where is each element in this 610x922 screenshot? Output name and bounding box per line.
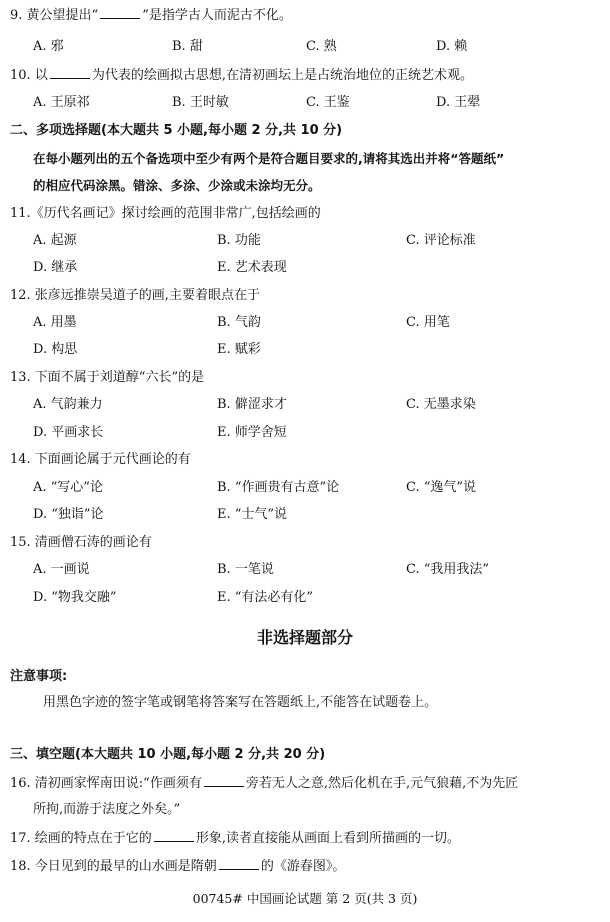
- q17-blank: [154, 829, 194, 842]
- q9-text-pre: 9. 黄公望提出“: [10, 8, 99, 23]
- question-15-stem: 15. 清画僧石涛的画论有: [10, 535, 152, 550]
- q14-option-b: B. “作画贵有古意”论: [217, 480, 340, 495]
- q10-option-a: A. 王原祁: [33, 95, 90, 110]
- q17-text-post: 形象,读者直接能从画面上看到所描画的一切。: [195, 831, 460, 846]
- q9-text-post: ”是指学古人而泥古不化。: [142, 8, 292, 23]
- q13-option-a: A. 气韵兼力: [33, 397, 103, 412]
- q14-option-d: D. “独诣”论: [33, 507, 104, 522]
- q15-option-c: C. “我用我法”: [406, 562, 490, 577]
- q12-option-b: B. 气韵: [217, 315, 261, 330]
- part-title: 非选择题部分: [256, 628, 353, 647]
- q10-option-b: B. 王时敏: [172, 95, 229, 110]
- q16-blank: [204, 774, 244, 787]
- q10-blank: [50, 66, 90, 79]
- question-12-stem: 12. 张彦远推崇吴道子的画,主要着眼点在于: [10, 288, 260, 303]
- q10-text-pre: 10. 以: [10, 68, 48, 83]
- notice-heading: 注意事项:: [10, 669, 68, 684]
- q15-option-b: B. 一笔说: [217, 562, 274, 577]
- q14-option-c: C. “逸气”说: [406, 480, 477, 495]
- q15-option-e: E. “有法必有化”: [217, 590, 314, 605]
- q12-option-c: C. 用笔: [406, 315, 450, 330]
- q17-text-pre: 17. 绘画的特点在于它的: [10, 831, 152, 846]
- q9-option-d: D. 赖: [436, 39, 468, 54]
- q11-option-e: E. 艺术表现: [217, 260, 287, 275]
- q10-option-d: D. 王翚: [436, 95, 481, 110]
- q11-option-c: C. 评论标准: [406, 233, 476, 248]
- section-3-heading: 三、填空题(本大题共 10 小题,每小题 2 分,共 20 分): [10, 747, 326, 762]
- q15-option-a: A. 一画说: [33, 562, 90, 577]
- question-18-stem: [10, 857, 345, 876]
- q14-option-e: E. “士气”说: [217, 507, 288, 522]
- q18-blank: [219, 857, 259, 870]
- page-footer: 00745# 中国画论试题 第 2 页(共 3 页): [192, 891, 418, 906]
- question-13-stem: 13. 下面不属于刘道醇“六长”的是: [10, 370, 205, 385]
- q12-option-d: D. 构思: [33, 342, 78, 357]
- q13-option-c: C. 无墨求染: [406, 397, 476, 412]
- q18-text-pre: 18. 今日见到的最早的山水画是隋朝: [10, 859, 217, 874]
- question-16-stem: [10, 774, 518, 793]
- question-9-stem: [10, 6, 292, 25]
- section-2-instruction-line-2: 的相应代码涂黑。错涂、多涂、少涂或未涂均无分。: [33, 178, 321, 193]
- q18-text-post: 的《游春图》。: [260, 859, 346, 874]
- q16-text-post: 旁若无人之意,然后化机在手,元气狼藉,不为先匠: [245, 776, 519, 791]
- q9-option-c: C. 熟: [306, 39, 337, 54]
- q9-blank: [100, 6, 140, 19]
- q11-option-a: A. 起源: [33, 233, 77, 248]
- q13-option-d: D. 平画求长: [33, 425, 104, 440]
- question-14-stem: 14. 下面画论属于元代画论的有: [10, 452, 191, 467]
- question-16-line-2: 所拘,而游于法度之外矣。”: [33, 802, 181, 817]
- section-2-instruction-line-1: 在每小题列出的五个备选项中至少有两个是符合题目要求的,请将其选出并将“答题纸”: [33, 151, 505, 166]
- question-10-stem: [10, 66, 473, 85]
- q10-text-post: 为代表的绘画拟古思想,在清初画坛上是占统治地位的正统艺术观。: [91, 68, 473, 83]
- q16-text-pre: 16. 清初画家恽南田说:“作画须有: [10, 776, 202, 791]
- q12-option-e: E. 赋彩: [217, 342, 261, 357]
- section-2-heading: 二、多项选择题(本大题共 5 小题,每小题 2 分,共 10 分): [10, 123, 343, 138]
- q12-option-a: A. 用墨: [33, 315, 77, 330]
- q14-option-a: A. “写心”论: [33, 480, 103, 495]
- q9-option-b: B. 甜: [172, 39, 203, 54]
- q11-option-d: D. 继承: [33, 260, 78, 275]
- q13-option-e: E. 师学舍短: [217, 425, 287, 440]
- q11-option-b: B. 功能: [217, 233, 261, 248]
- q15-option-d: D. “物我交融”: [33, 590, 117, 605]
- q13-option-b: B. 僻涩求才: [217, 397, 287, 412]
- q9-option-a: A. 邪: [33, 39, 64, 54]
- q10-option-c: C. 王鉴: [306, 95, 350, 110]
- question-17-stem: [10, 829, 460, 848]
- notice-text: 用黑色字迹的签字笔或钢笔将答案写在答题纸上,不能答在试题卷上。: [43, 695, 438, 710]
- question-11-stem: 11.《历代名画记》探讨绘画的范围非常广,包括绘画的: [10, 206, 321, 221]
